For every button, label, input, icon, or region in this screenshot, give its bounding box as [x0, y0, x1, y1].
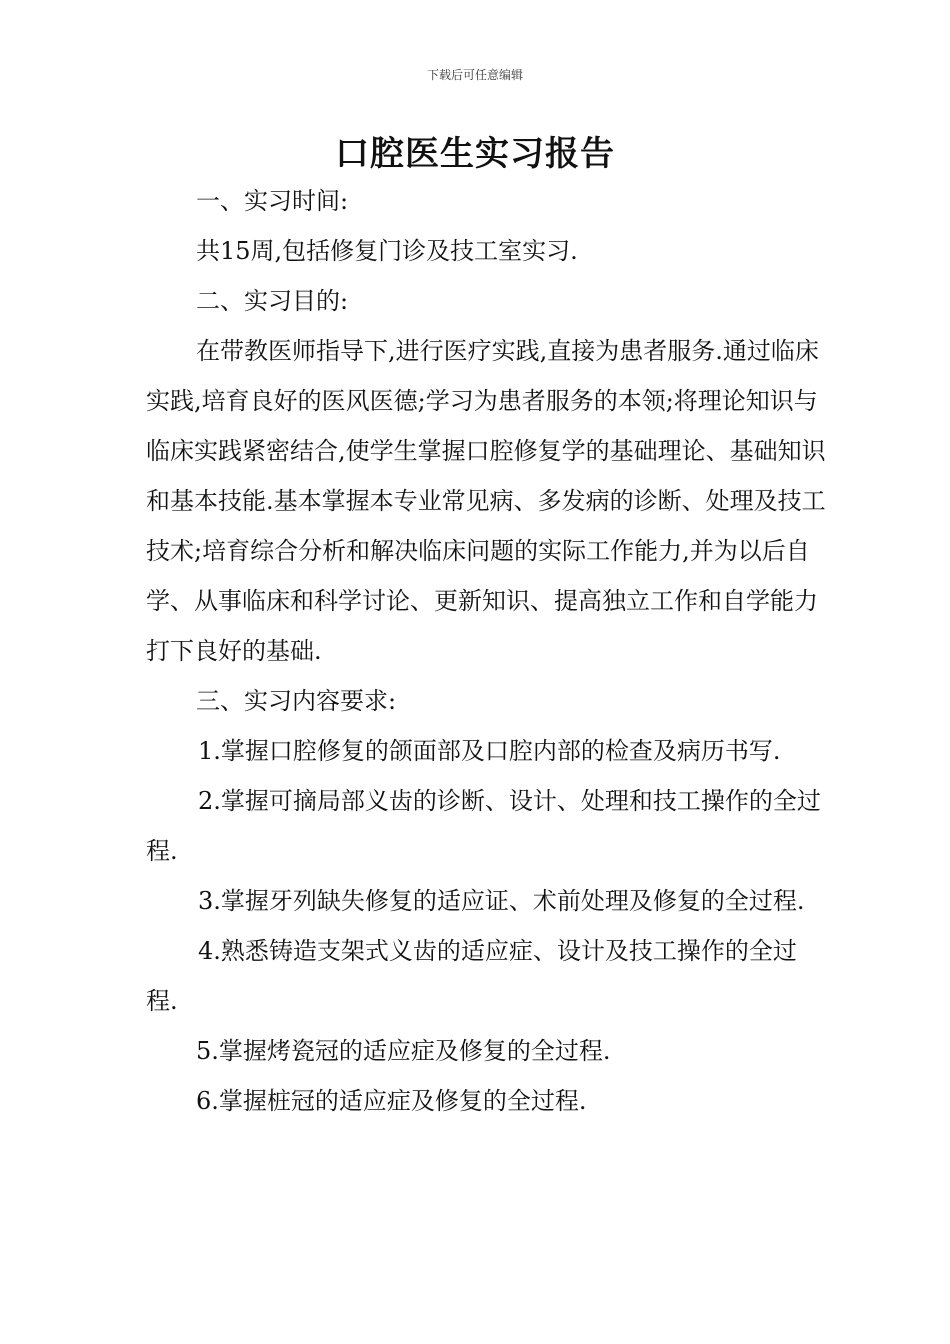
content-item: 2.掌握可摘局部义齿的诊断、设计、处理和技工操作的全过程. [146, 787, 821, 865]
section-heading-purpose: 二、实习目的: [196, 287, 349, 315]
content-item: 5.掌握烤瓷冠的适应症及修复的全过程. [196, 1037, 611, 1065]
section-heading-time: 一、实习时间: [196, 187, 349, 215]
content-item: 1.掌握口腔修复的颌面部及口腔内部的检查及病历书写. [198, 737, 781, 765]
content-item: 3.掌握牙列缺失修复的适应证、术前处理及修复的全过程. [198, 887, 805, 915]
document-title: 口腔医生实习报告 [335, 134, 615, 174]
section-text-purpose: 在带教医师指导下,进行医疗实践,直接为患者服务.通过临床实践,培育良好的医风医德;学习为患者服务的本领;将理论知识与临床实践紧密结合,使学生掌握口腔修复学的基础理论、基础知识和基本技能.基本掌握本专业常见病、多发病的诊断、处理及技工技术;培育综合分析和解决临床问题的实际工作能力,并为以后自学、从事临床和科学讨论、更新知识、提高独立工作和自学能力打下良好的基础. [146, 337, 826, 665]
document-body [146, 176, 826, 1126]
content-item: 6.掌握桩冠的适应症及修复的全过程. [196, 1087, 587, 1115]
section-text-time: 共15周,包括修复门诊及技工室实习. [196, 237, 578, 265]
header-note: 下载后可任意编辑 [426, 68, 523, 82]
section-heading-content: 三、实习内容要求: [196, 687, 397, 715]
content-item: 4.熟悉铸造支架式义齿的适应症、设计及技工操作的全过程. [146, 937, 797, 1015]
